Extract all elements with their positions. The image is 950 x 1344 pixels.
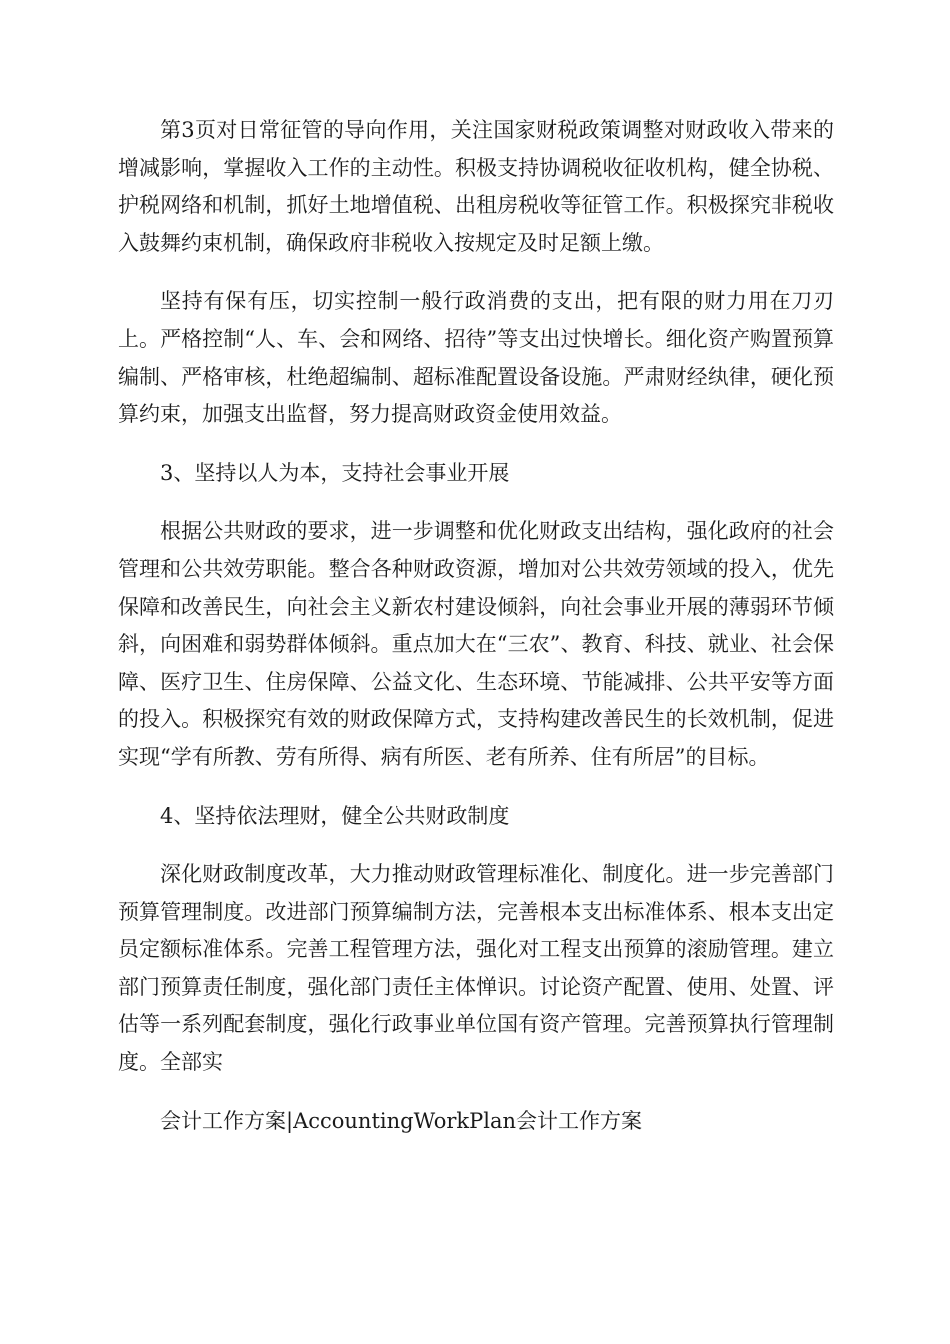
paragraph-system-reform: 深化财政制度改革，大力推动财政管理标准化、制度化。进一步完善部门预算管理制度。改进部门预算编制方法，完善根本支出标准体系、根本支出定员定额标准体系。完善工程管理方法，强化对工程支出预算的滚励管理。建立部门预算责任制度，强化部门责任主体惮识。讨论资产配置、使用、处置、评估等一系列配套制度，强化行政事业单位国有资产管理。完善预算执行管理制度。全部实 xyxy=(118,862,834,1075)
paragraph-gap xyxy=(118,434,834,455)
paragraph-gap xyxy=(118,262,834,283)
paragraph-public-finance: 根据公共财政的要求，进一步调整和优化财政支出结构，强化政府的社会管理和公共效劳职能。整合各种财政资源，增加对公共效劳领域的投入，优先保障和改善民生，向社会主义新农村建设倾斜，向社会事业开展的薄弱环节倾斜，向困难和弱势群体倾斜。重点加大在“三农”、教育、科技、就业、社会保障、医疗卫生、住房保障、公益文化、生态环境、节能减排、公共平安等方面的投入。积极探究有效的财政保障方式，支持构建改善民生的长效机制，促进实现“学有所教、劳有所得、病有所医、老有所养、住有所居”的目标。 xyxy=(118,519,834,769)
paragraph-gap xyxy=(118,1082,834,1103)
paragraph-gap xyxy=(118,492,834,513)
paragraph-gap xyxy=(118,777,834,798)
section-heading-3: 3、坚持以人为本，支持社会事业开展 xyxy=(160,460,510,485)
document-footer: 会计工作方案|AccountingWorkPlan会计工作方案 xyxy=(160,1108,643,1133)
document-page xyxy=(118,112,834,1140)
paragraph-gap xyxy=(118,835,834,856)
paragraph-expenditure-control: 坚持有保有压，切实控制一般行政消费的支出，把有限的财力用在刀刃上。严格控制“人、车、会和网络、招待”等支出过快增长。细化资产购置预算编制、严格审核，杜绝超编制、超标准配置设备设施。严肃财经纨律，硬化预算约束，加强支出监督，努力提高财政资金使用效益。 xyxy=(118,289,834,427)
section-heading-4: 4、坚持依法理财，健全公共财政制度 xyxy=(160,803,510,828)
paragraph-revenue-management: 第3页对日常征管的导向作用，关注国家财税政策调整对财政收入带来的增减影响，掌握收入工作的主动性。积极支持协调税收征收机构，健全协税、护税网络和机制，抓好土地增值税、出租房税收等征管工作。积极探究非税收入鼓舞约束机制，确保政府非税收入按规定及时足额上缴。 xyxy=(118,118,834,255)
